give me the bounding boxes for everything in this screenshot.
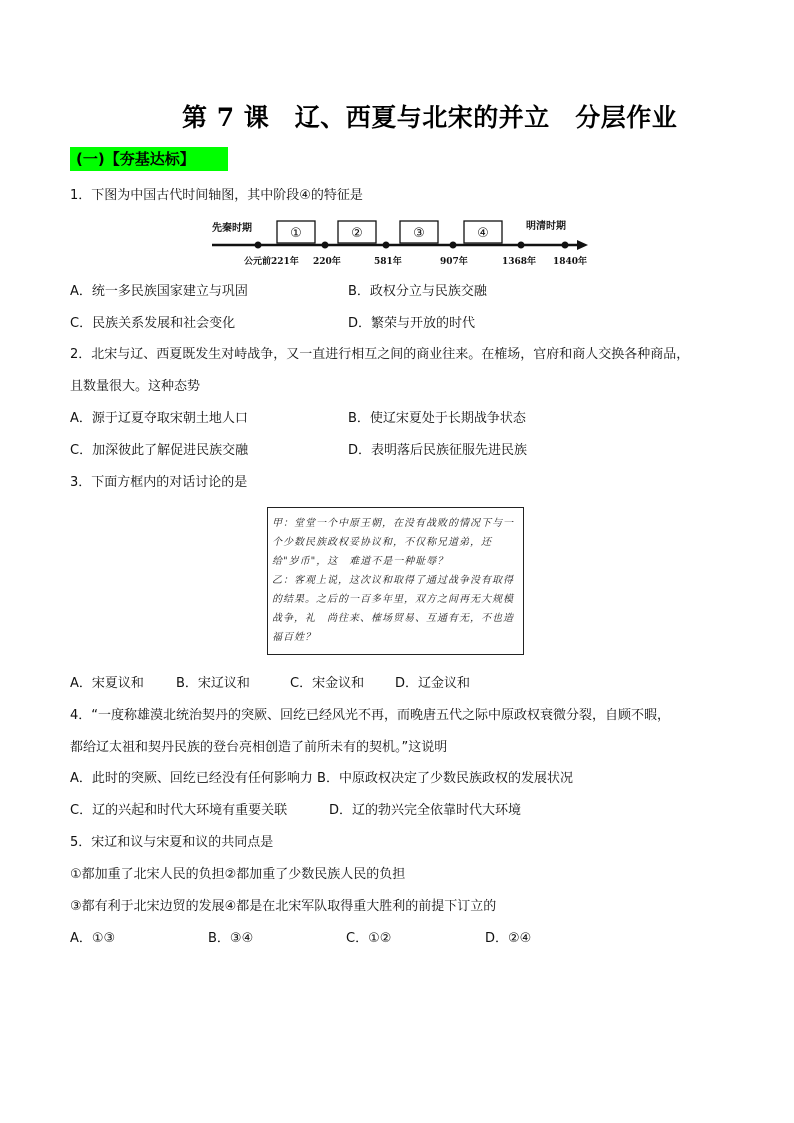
q3-option-a: A．宋夏议和: [70, 676, 144, 691]
q2-option-a: A．源于辽夏夺取宋朝土地人口: [70, 411, 248, 426]
q3-option-c: C．宋金议和: [290, 676, 365, 691]
q2-option-c: C．加深彼此了解促进民族交融: [70, 443, 249, 458]
q1-option-a: A．统一多民族国家建立与巩固: [70, 284, 248, 299]
timeline-tick-4: 907年: [440, 257, 468, 267]
timeline-tick-1: 公元前221年: [244, 257, 299, 267]
timeline-box-3-label: ③: [413, 226, 425, 241]
q4-option-c: C．辽的兴起和时代大环境有重要关联: [70, 803, 288, 818]
q5-items-line1: ①都加重了北宋人民的负担②都加重了少数民族人民的负担: [70, 867, 406, 882]
q5-option-c: C．①②: [346, 931, 392, 946]
q2-option-b: B．使辽宋夏处于长期战争状态: [348, 411, 526, 426]
q4-option-line1: A．此时的突厥、回纥已经没有任何影响力 B．中原政权决定了少数民族政权的发展状况: [70, 771, 573, 786]
timeline-tick-3: 581年: [374, 257, 402, 267]
q5-items-line2: ③都有利于北宋边贸的发展④都是在北宋军队取得重大胜利的前提下订立的: [70, 899, 497, 914]
timeline-box-2-label: ②: [351, 226, 363, 241]
q3-stem: 3．下面方框内的对话讨论的是: [70, 475, 248, 490]
timeline-left-label: 先秦时期: [212, 223, 252, 234]
page-title: 第 7 课 辽、西夏与北宋的并立 分层作业: [182, 103, 678, 132]
q4-stem-line2: 都给辽太祖和契丹民族的登台亮相创造了前所未有的契机。”这说明: [70, 740, 448, 755]
q4-option-d: D．辽的勃兴完全依靠时代大环境: [329, 803, 522, 818]
timeline-dot-2: [322, 242, 329, 249]
q1-option-b: B．政权分立与民族交融: [348, 284, 487, 299]
timeline-dot-1: [255, 242, 262, 249]
q2-stem-line1: 2．北宋与辽、西夏既发生对峙战争，又一直进行相互之间的商业往来。在榷场，官府和商人交换各种商品，: [70, 347, 690, 362]
timeline-tick-2: 220年: [313, 257, 341, 267]
q5-stem: 5．宋辽和议与宋夏和议的共同点是: [70, 835, 274, 850]
q5-option-b: B．③④: [208, 931, 254, 946]
timeline-tick-6: 1840年: [553, 257, 588, 267]
q5-option-a: A．①③: [70, 931, 116, 946]
q1-option-d: D．繁荣与开放的时代: [348, 316, 476, 331]
timeline-dot-6: [562, 242, 569, 249]
q3-dialog-box: 甲：堂堂一个中原王朝，在没有战败的情况下与一个少数民族政权妥协议和，不仅称兄道弟，还给"岁币"，这 难道不是一种耻辱？ 乙：客观上说，这次议和取得了通过战争没有取得的结果。之后的一百多年里，双方之间再无大规模战争，礼 尚往来、榷场贸易、互通有无，不也造福百姓？: [267, 507, 524, 655]
timeline-box-1-label: ①: [290, 226, 302, 241]
timeline-dot-4: [450, 242, 457, 249]
q2-stem-line2: 且数量很大。这种态势: [70, 379, 201, 394]
timeline-tick-5: 1368年: [502, 257, 537, 267]
q2-option-d: D．表明落后民族征服先进民族: [348, 443, 528, 458]
q1-stem: 1．下图为中国古代时间轴图，其中阶段④的特征是: [70, 188, 363, 203]
q3-option-b: B．宋辽议和: [176, 676, 250, 691]
timeline-dot-5: [518, 242, 525, 249]
timeline-diagram: [210, 214, 590, 274]
q3-option-d: D．辽金议和: [395, 676, 471, 691]
timeline-arrow: [577, 240, 588, 250]
q4-stem-line1: 4．“一度称雄漠北统治契丹的突厥、回纥已经风光不再，而晚唐五代之际中原政权衰微分裂，自顾不暇，: [70, 708, 671, 723]
section-header: (一)【夯基达标】: [70, 147, 228, 171]
timeline-right-label: 明清时期: [526, 221, 566, 232]
timeline-box-4-label: ④: [477, 226, 489, 241]
q1-option-c: C．民族关系发展和社会变化: [70, 316, 236, 331]
timeline-dot-3: [383, 242, 390, 249]
q5-option-d: D．②④: [485, 931, 532, 946]
